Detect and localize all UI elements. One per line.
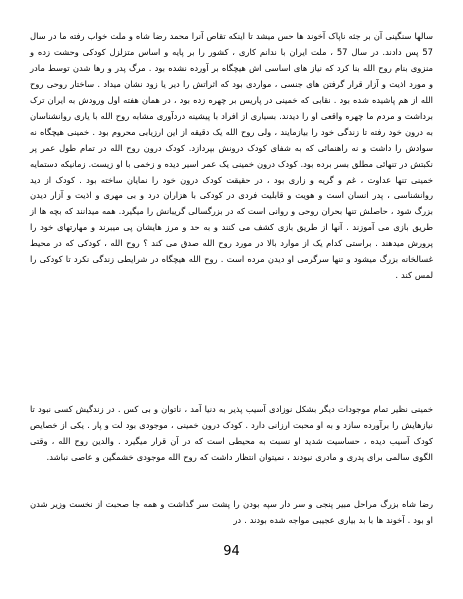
paragraph-2: خمینی نظیر تمام موجودات دیگر بشکل نوزادی آسیب پذیر به دنیا آمد ، ناتوان و بی کس . در زندگیش کسی نبود تا نیازهایش را برآورده سازد و به او محبت ارزانی دارد . کودک درون خمینی ، موجودی بود لت و پار . یکی از خصایص کودک آسیب دیده ، حساسیت شدید او نسبت به محیطی است که در آن قرار میگیرد . والدین روح الله ، وقتی الگوی سالمی برای پدری و مادری نبودند ، نمیتوان انتظار داشت که روح الله موجودی خشمگین و عاصی نباشد. (30, 404, 433, 463)
paragraph-3: رضا شاه بزرگ مراحل مبیر پنجی و سر دار سپه بودن را پشت سر گذاشت و همه جا صحبت از نخست وزیر شدن او بود . آخوند ها با بد بیاری عجیبی مواجه شده بودند . در (30, 499, 433, 526)
paragraph-1: سالها سنگینی آن بر جثه ناپاک آخوند ها حس میشد تا اینکه تقاص آنرا محمد رضا شاه و ملت خواب رفته ما در سال 57 پس دادند. در سال 57 ، ملت ایران با ندانم کاری ، کشور را بر پایه و اساس متزلزل کودکی وحشت زده و منزوی بنام روح الله بنا کرد که نیاز های اساسی اش هیچگاه بر آورده نشده بود . مرگ پدر و رها شدن توسط مادر و مورد اذیت و آزار قرار گرفتن های جنسی ، مواردی بود که اثراتش را دیر یا زود نشان میداد . ساختار روحی روح الله از هم پاشیده شده بود . نقابی که خمینی در پاریس بر چهره زده بود ، در همان هفته اول ورودش به ایران ترک برداشت و مردم ما چهره واقعی او را دیدند. بسیاری از افراد با پیشینه دردآوری مشابه روح الله با یاری روانشناسان به درون خود رفته تا زندگی خود را بیازمایند ، ولی روح الله یک دقیقه از این ارزیابی محروم بود . خمینی هیچگاه نه سوادش را داشت و نه راهنمائی که به شفای کودک درونش بپردازد. کودک درون روح الله در تمام طول عمر پر نکبتش در تنهائی مطلق بسر برده بود. کودک درون خمینی یک عمر اسیر دیده و زخمی با او زیست. زمانیکه دستمایه خمینی تنها عداوت ، غم و گریه و زاری بود ، در حقیقت کودک درون خود را نمایان ساخته بود . کودک از دید روانشناسی ، پدر انسان است و هویت و قابلیت فردی در کودکی با هزاران درد و بی مهری و اذیت و آزار دیدن بزرگ شود ، حاصلش تنها بحران روحی و روانی است که در بزرگسالی گریبانش را میگیرد. همه میدانند که بچه ها از طریق بازی می آموزند . آنها از طریق بازی کشف می کنند و به حد و مرز هایشان پی میبرند و مهارتهای خود را پرورش میدهند . براستی کدام یک از موارد بالا در مورد روح الله صدق می کند ؟ روح الله ، کودکی که در محیط غسالخانه بزرگ میشود و تنها سرگرمی او دیدن مرده است . روح الله هیچگاه در شرایطی زندگی نکرد تا کودکی را لمس کند . (30, 31, 433, 280)
page-number: 94 (223, 544, 240, 559)
